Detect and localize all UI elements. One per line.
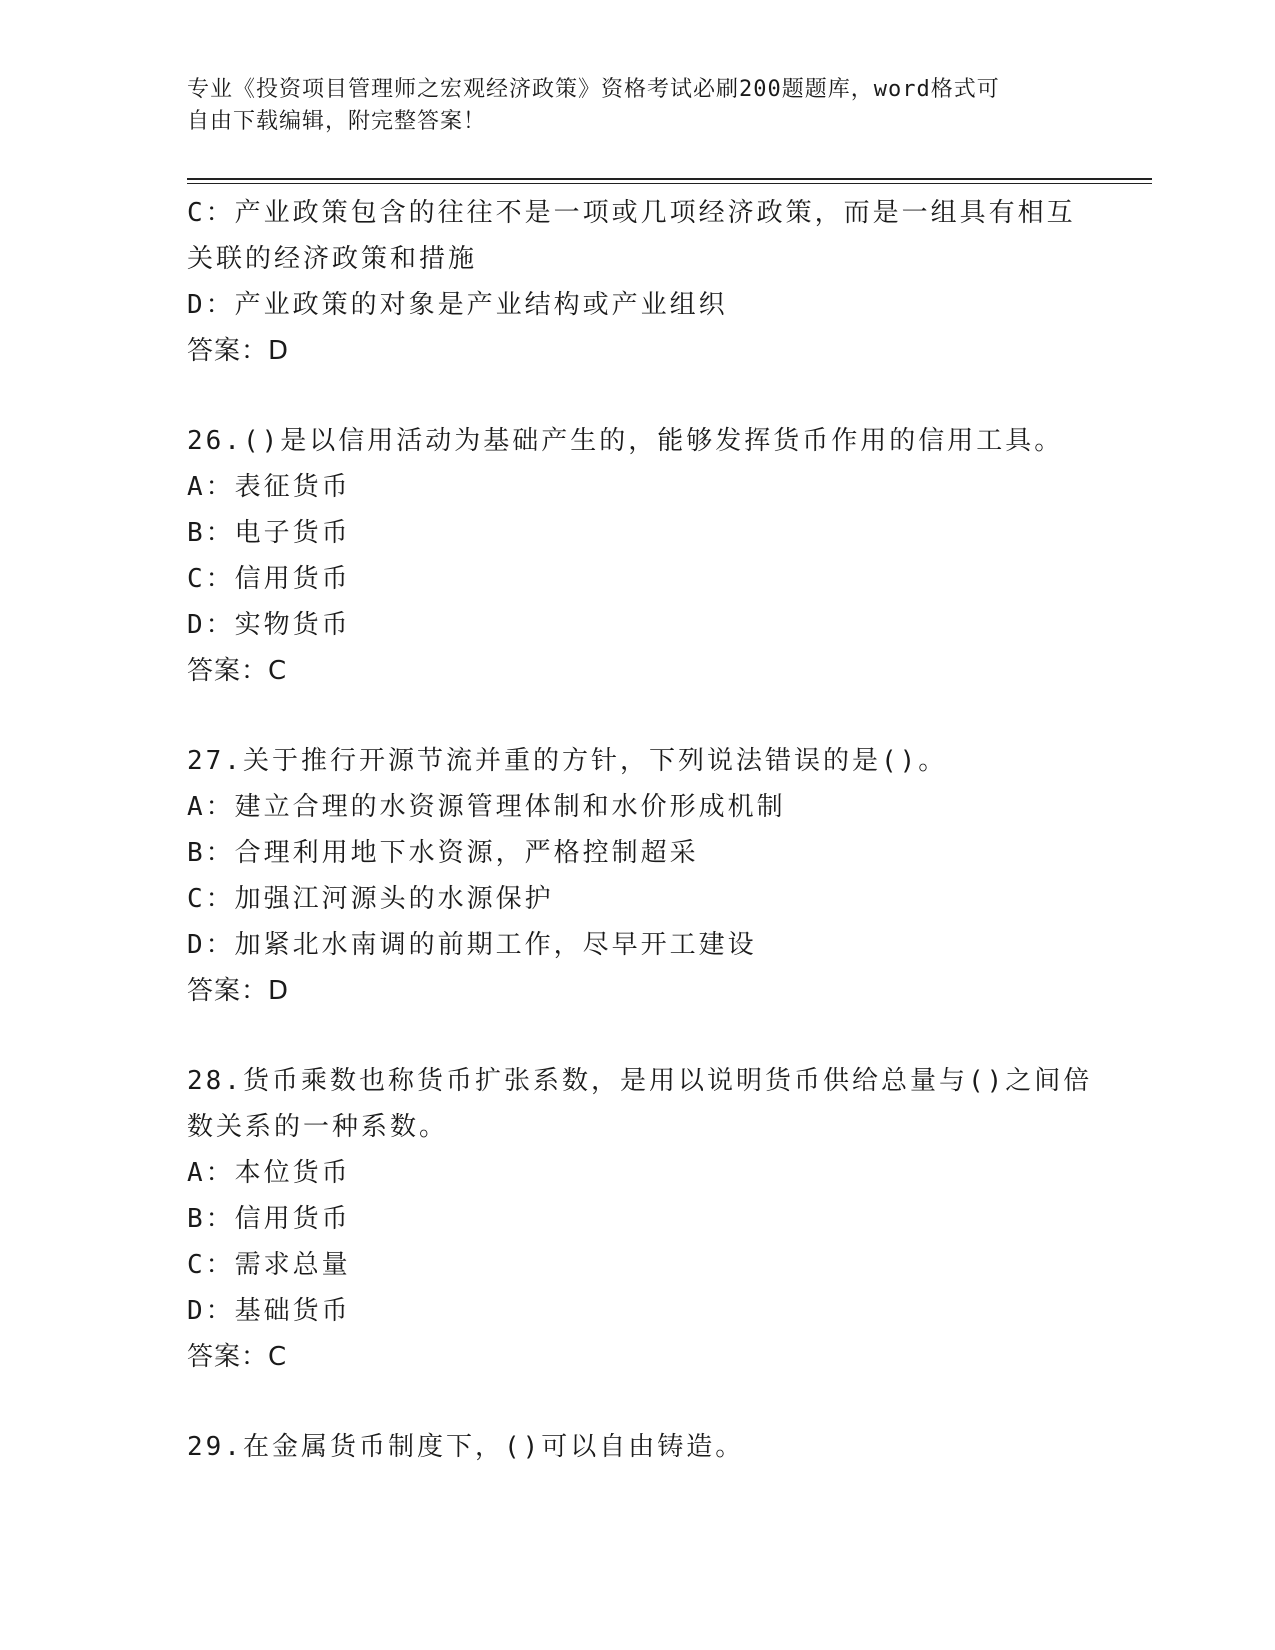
option-d: D：基础货币: [187, 1296, 351, 1326]
option-b: B：电子货币: [187, 518, 351, 548]
header-divider-thin: [187, 183, 1152, 184]
option-c-continued: 关联的经济政策和措施: [187, 244, 478, 274]
answer: 答案：D: [187, 336, 290, 366]
option-a: A：表征货币: [187, 472, 351, 502]
question-list: [187, 190, 1093, 1470]
question-stem: 27.关于推行开源节流并重的方针，下列说法错误的是()。: [187, 746, 948, 776]
document-header: [187, 74, 1067, 138]
header-line-2: 自由下载编辑，附完整答案！: [187, 109, 487, 134]
answer: 答案：C: [187, 1342, 288, 1372]
question-stem-continued: 数关系的一种系数。: [187, 1112, 449, 1142]
answer: 答案：D: [187, 976, 290, 1006]
option-b: B：信用货币: [187, 1204, 351, 1234]
option-c: C：加强江河源头的水源保护: [187, 884, 554, 914]
option-a: A：本位货币: [187, 1158, 351, 1188]
answer: 答案：C: [187, 656, 288, 686]
option-d: D：实物货币: [187, 610, 351, 640]
option-c: C：需求总量: [187, 1250, 351, 1280]
option-a: A：建立合理的水资源管理体制和水价形成机制: [187, 792, 786, 822]
header-line-1: 专业《投资项目管理师之宏观经济政策》资格考试必刷200题题库，word格式可: [187, 77, 1000, 102]
option-b: B：合理利用地下水资源，严格控制超采: [187, 838, 699, 868]
question-stem: 28.货币乘数也称货币扩张系数，是用以说明货币供给总量与()之间倍: [187, 1066, 1093, 1096]
question-stem: 26.()是以信用活动为基础产生的，能够发挥货币作用的信用工具。: [187, 426, 1064, 456]
question-29: [187, 1424, 1087, 1470]
question-25-tail: [187, 190, 1087, 374]
question-stem: 29.在金属货币制度下，()可以自由铸造。: [187, 1432, 745, 1462]
question-27: [187, 738, 1087, 1014]
header-divider-thick: [187, 178, 1152, 180]
option-c: C：产业政策包含的往往不是一项或几项经济政策，而是一组具有相互: [187, 198, 1076, 228]
option-d: D：产业政策的对象是产业结构或产业组织: [187, 290, 728, 320]
question-26: [187, 418, 1087, 694]
question-28: [187, 1058, 1093, 1380]
option-d: D：加紧北水南调的前期工作，尽早开工建设: [187, 930, 757, 960]
option-c: C：信用货币: [187, 564, 351, 594]
